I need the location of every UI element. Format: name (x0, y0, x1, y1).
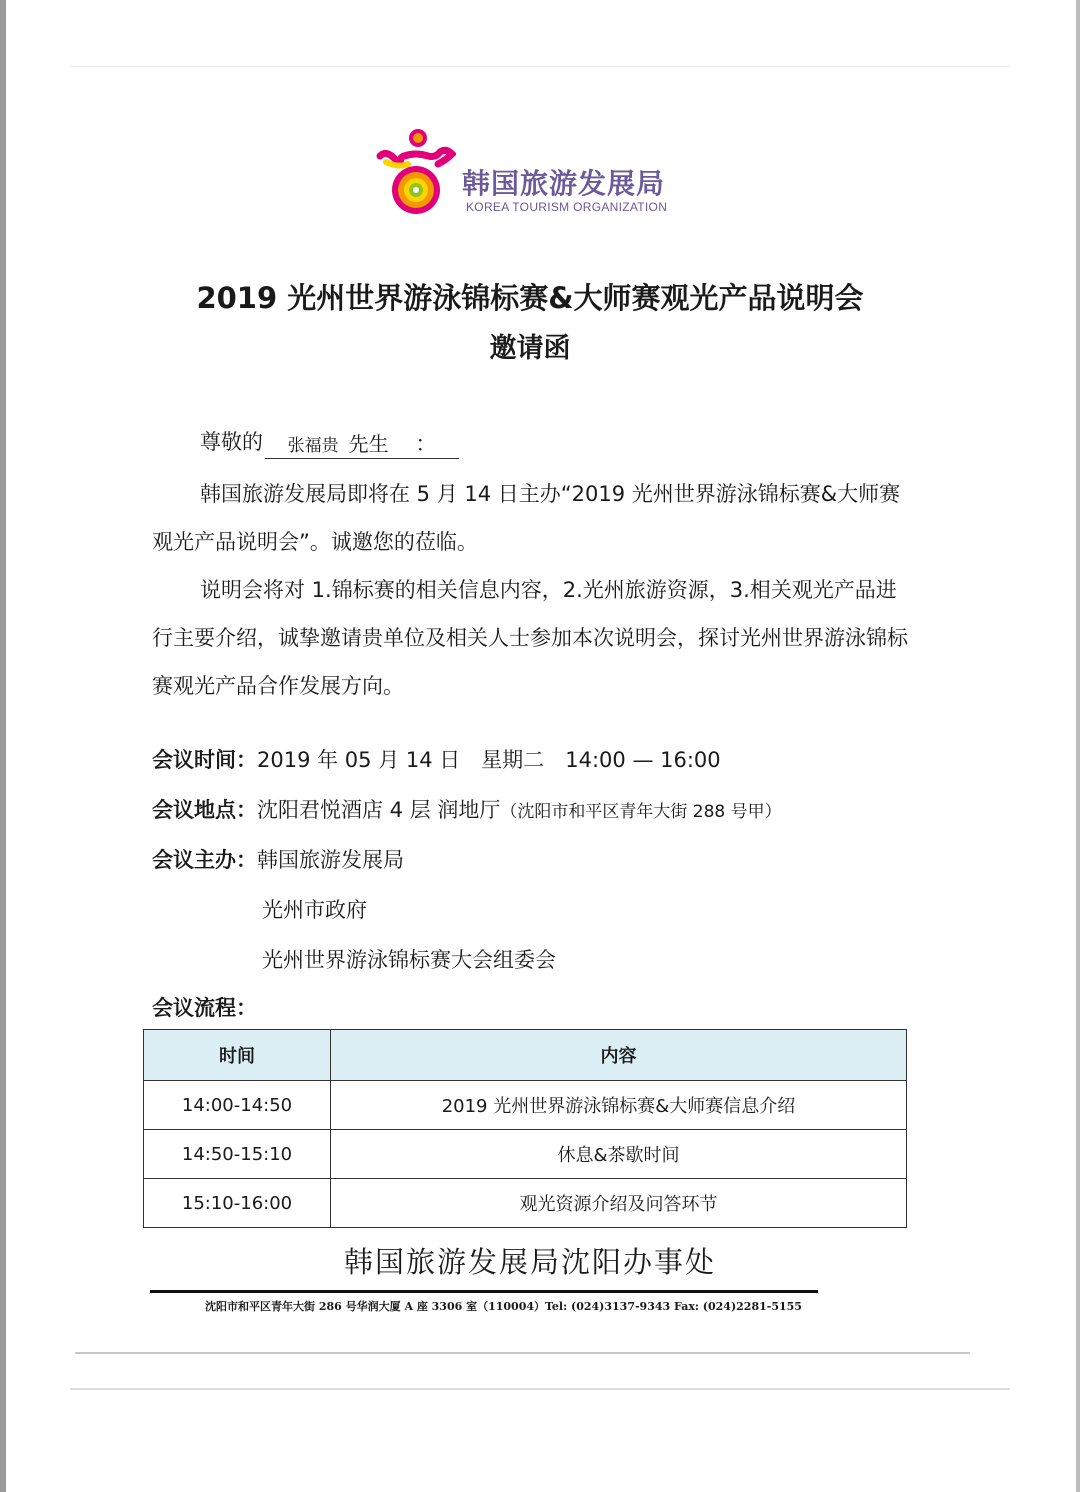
meeting-place-label: 会议地点： (152, 798, 257, 822)
office-address: 沈阳市和平区青年大街 286 号华润大厦 A 座 3306 室（110004）Tel: (024)3137-9343 Fax: (024)2281-5155 (205, 1300, 802, 1313)
host-item: 光州市政府 (262, 898, 367, 922)
row-content: 观光资源介绍及问答环节 (331, 1179, 907, 1228)
meeting-flow-label: 会议流程： (152, 996, 257, 1020)
logo-name-en: KOREA TOURISM ORGANIZATION (466, 200, 668, 214)
recipient-honorific: 先生 (348, 432, 389, 456)
document-subtitle: 邀请函 (489, 333, 571, 364)
meeting-flow (152, 992, 257, 1022)
column-header-time: 时间 (144, 1030, 331, 1081)
kto-logo-icon (376, 128, 456, 220)
agenda-paragraph: 说明会将对 1.锦标赛的相关信息内容，2.光州旅游资源，3.相关观光产品进行主要介绍，诚挚邀请贵单位及相关人士参加本次说明会，探讨光州世界游泳锦标赛观光产品合作发展方向。 (152, 578, 908, 698)
schedule-table (143, 1029, 907, 1228)
intro-paragraph: 韩国旅游发展局即将在 5 月 14 日主办“2019 光州世界游泳锦标赛&大师赛观光产品说明会”。诚邀您的莅临。 (152, 482, 901, 554)
office-name: 韩国旅游发展局沈阳办事处 (343, 1245, 716, 1279)
meeting-time-label: 会议时间： (152, 748, 257, 772)
table-row (144, 1179, 907, 1228)
meeting-place-note: （沈阳市和平区青年大街 288 号甲） (500, 802, 782, 822)
greeting (200, 426, 459, 457)
table-row (144, 1130, 907, 1179)
host-item: 韩国旅游发展局 (257, 848, 404, 872)
greeting-suffix: ： (415, 432, 437, 456)
footer-rule (150, 1290, 818, 1293)
top-divider (70, 66, 1010, 67)
table-header-row (144, 1030, 907, 1081)
host-item: 光州世界游泳锦标赛大会组委会 (262, 948, 556, 972)
meeting-host-label: 会议主办： (152, 848, 257, 872)
greeting-prefix: 尊敬的 (200, 430, 263, 454)
column-header-content: 内容 (331, 1030, 907, 1081)
meeting-place-value: 沈阳君悦酒店 4 层 润地厅 (257, 798, 501, 822)
meeting-time (152, 744, 721, 774)
meeting-host (152, 844, 404, 874)
row-time: 14:50-15:10 (144, 1130, 331, 1179)
row-content: 休息&茶歇时间 (331, 1130, 907, 1179)
row-content: 2019 光州世界游泳锦标赛&大师赛信息介绍 (331, 1081, 907, 1130)
scan-edge-line (75, 1352, 970, 1354)
recipient-name: 张福贵 (287, 436, 339, 456)
recipient-field (265, 428, 459, 459)
document-title: 2019 光州世界游泳锦标赛&大师赛观光产品说明会 (196, 281, 864, 315)
logo-name-cn: 韩国旅游发展局 (462, 167, 666, 200)
row-time: 15:10-16:00 (144, 1179, 331, 1228)
scan-edge-line (70, 1388, 1010, 1390)
row-time: 14:00-14:50 (144, 1081, 331, 1130)
meeting-time-value: 2019 年 05 月 14 日 星期二 14:00 — 16:00 (257, 748, 721, 772)
table-row (144, 1081, 907, 1130)
meeting-place (152, 794, 782, 824)
page-right-edge (1076, 0, 1080, 1492)
